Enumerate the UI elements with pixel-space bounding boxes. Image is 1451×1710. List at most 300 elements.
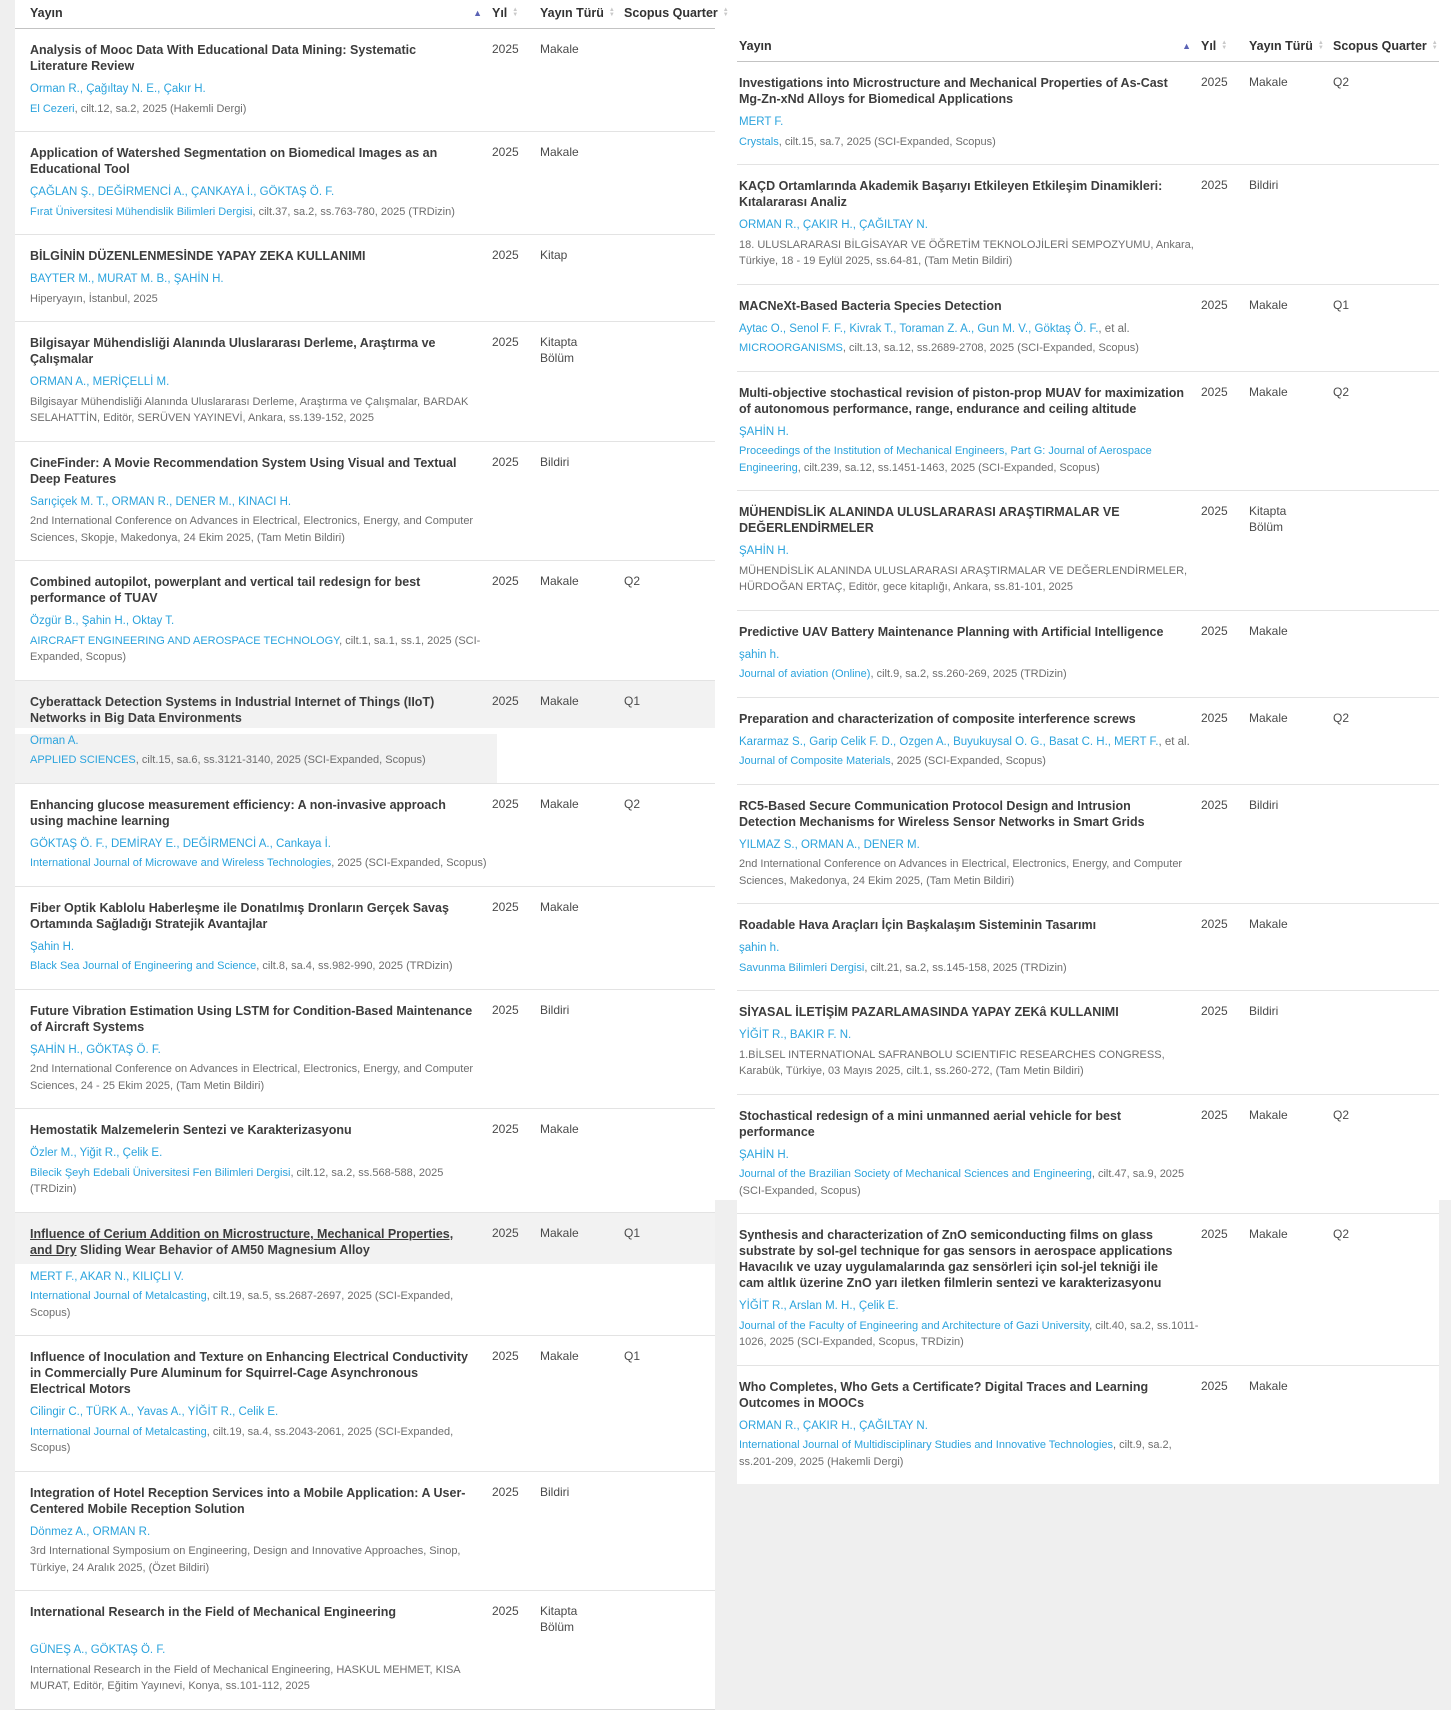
- publication-quarter: Q2: [1333, 75, 1350, 89]
- publication-row: [15, 131, 715, 234]
- publication-title-link[interactable]: KAÇD Ortamlarında Akademik Başarıyı Etkileyen Etkileşim Dinamikleri: Kıtalararası Analiz: [739, 179, 1163, 210]
- table-header: [737, 33, 1439, 62]
- publication-venue: [30, 1662, 491, 1695]
- publication-authors: [30, 837, 491, 853]
- publication-title-link[interactable]: Synthesis and characterization of ZnO semiconducting films on glass substrate by sol-gel technique for gas sensors in aerospace applications Havacılık ve uzay uygulamalarında gaz sensörleri için sol-jel tekniği ile cam altlık üzerine ZnO yarı iletken filmlerin sentezi ve karakterizasyonu: [739, 1228, 1173, 1291]
- author-links[interactable]: ORMAN A., MERİÇELLİ M.: [30, 376, 170, 389]
- author-links[interactable]: Özler M., Yiğit R., Çelik E.: [30, 1147, 163, 1160]
- publication-authors: [30, 1043, 491, 1059]
- publication-type: Makale: [540, 1349, 579, 1364]
- publication-title-link[interactable]: BİLGİNİN DÜZENLENMESİNDE YAPAY ZEKA KULLANIMI: [30, 249, 366, 264]
- publication-type: Makale: [1249, 1107, 1288, 1122]
- author-links[interactable]: Aytac O., Senol F. F., Kivrak T., Toraman Z. A., Gun M. V., Göktaş Ö. F.: [739, 322, 1099, 335]
- publication-row: [737, 784, 1439, 904]
- publication-quarter: Q2: [1333, 710, 1350, 725]
- publication-quarter: Q2: [624, 796, 641, 811]
- venue-details: International Research in the Field of Mechanical Engineering, HASKUL MEHMET, KISA MURAT, Editör, Eğitim Yayınevi, Konya, ss.101-112, 2025: [30, 1663, 461, 1693]
- venue-details: , cilt.8, sa.4, ss.982-990, 2025 (TRDizin): [256, 960, 453, 973]
- sort-icon[interactable]: ▲ ▼: [512, 6, 519, 18]
- journal-link[interactable]: Journal of the Brazilian Society of Mechanical Sciences and Engineering: [739, 1168, 1092, 1181]
- journal-link[interactable]: Black Sea Journal of Engineering and Science: [30, 960, 257, 973]
- publication-quarter: [1333, 797, 1433, 830]
- publication-row: [15, 886, 715, 989]
- column-header-type[interactable]: [1249, 39, 1323, 53]
- publication-row: [15, 441, 715, 561]
- publication-authors: [30, 1146, 491, 1162]
- publication-authors: [30, 1405, 491, 1421]
- publication-title-link[interactable]: SİYASAL İLETİŞİM PAZARLAMASINDA YAPAY ZEKâ KULLANIMI: [739, 1005, 1119, 1020]
- author-links[interactable]: ŞAHİN H., GÖKTAŞ Ö. F.: [30, 1043, 161, 1056]
- publication-row: [15, 1590, 715, 1709]
- publication-authors: [30, 272, 491, 288]
- author-links[interactable]: ORMAN R., ÇAKIR H., ÇAĞILTAY N.: [739, 219, 928, 232]
- publication-authors: [739, 1028, 1199, 1044]
- venue-details: 2nd International Conference on Advances in Electrical, Electronics, Energy, and Computer Sciences, Makedonya, 24 Ekim 2025, (Tam Metin Bildiri): [739, 858, 1183, 887]
- author-links[interactable]: ŞAHİN H.: [739, 425, 789, 438]
- venue-details: , cilt.13, sa.12, ss.2689-2708, 2025 (SCI-Expanded, Scopus): [842, 342, 1139, 355]
- journal-link[interactable]: AIRCRAFT ENGINEERING AND AEROSPACE TECHNOLOGY: [30, 634, 340, 647]
- publication-venue: [739, 443, 1199, 476]
- publication-year: 2025: [492, 899, 519, 914]
- venue-details: 2nd International Conference on Advances in Electrical, Electronics, Energy, and Computer Sciences, 24 - 25 Ekim 2025, (Tam Metin Bildiri): [30, 1063, 474, 1092]
- publication-venue: [30, 958, 491, 975]
- venue-details: 1.BİLSEL INTERNATIONAL SAFRANBOLU SCIENTIFIC RESEARCHES CONGRESS, Karabük, Türkiye, 03 Mayıs 2025, cilt.1, ss.260-272, (Tam Metin Bildiri): [739, 1048, 1165, 1078]
- publication-year: 2025: [1201, 917, 1228, 932]
- publication-type: Makale: [1249, 297, 1288, 312]
- venue-details: , cilt.12, sa.2, 2025 (Hakemli Dergi): [74, 102, 247, 115]
- publication-row: [15, 1471, 715, 1591]
- publication-year: 2025: [1201, 623, 1228, 638]
- publication-row: [737, 371, 1439, 491]
- publication-quarter: [1333, 623, 1433, 640]
- publication-type: Makale: [1249, 1378, 1288, 1393]
- column-label-quarter[interactable]: Scopus Quarter: [624, 6, 718, 20]
- publication-quarter: Q2: [1333, 1227, 1350, 1242]
- journal-link[interactable]: International Journal of Microwave and Wireless Technologies: [30, 857, 332, 870]
- publication-type: Makale: [1249, 384, 1288, 399]
- column-label-year[interactable]: Yıl: [492, 6, 508, 20]
- table-body: [737, 62, 1439, 1484]
- publication-row: [15, 783, 715, 886]
- publication-type: Makale: [1249, 623, 1288, 638]
- publication-year: 2025: [492, 1122, 519, 1137]
- publication-year: 2025: [492, 796, 519, 811]
- publication-row: [737, 490, 1439, 610]
- publication-year: 2025: [492, 248, 519, 263]
- table-header: [15, 0, 729, 29]
- journal-link[interactable]: Journal of the Faculty of Engineering and Architecture of Gazi University: [739, 1319, 1090, 1332]
- publication-venue: [30, 1165, 491, 1198]
- publications-page: [15, 0, 1451, 1693]
- publication-row: [15, 680, 715, 783]
- publication-year: 2025: [492, 1484, 519, 1499]
- publications-table-right: [737, 33, 1439, 1484]
- journal-link[interactable]: International Journal of Metalcasting: [30, 1425, 207, 1438]
- publication-title-link[interactable]: Who Completes, Who Gets a Certificate? Digital Traces and Learning Outcomes in MOOCs: [739, 1379, 1149, 1410]
- author-links[interactable]: YILMAZ S., ORMAN A., DENER M.: [739, 838, 920, 851]
- journal-link[interactable]: Journal of Composite Materials: [739, 755, 891, 768]
- publication-type: Makale: [540, 899, 579, 914]
- author-links[interactable]: ORMAN R., ÇAKIR H., ÇAĞILTAY N.: [739, 1419, 928, 1432]
- publication-type: Bildiri: [1249, 797, 1279, 812]
- venue-details: Hiperyayın, İstanbul, 2025: [30, 292, 158, 305]
- publication-type: Makale: [540, 693, 579, 708]
- publication-row: [15, 1108, 715, 1212]
- publication-authors: [739, 1148, 1199, 1164]
- publication-venue: [739, 134, 1199, 151]
- journal-link[interactable]: Savunma Bilimleri Dergisi: [739, 961, 865, 974]
- publication-type: Bildiri: [540, 454, 570, 469]
- publication-authors: [739, 941, 1199, 957]
- publication-year: 2025: [492, 1002, 519, 1017]
- author-links[interactable]: ÇAĞLAN Ş., DEĞİRMENCİ A., ÇANKAYA İ., GÖKTAŞ Ö. F.: [30, 186, 335, 199]
- column-label-quarter[interactable]: Scopus Quarter: [1333, 39, 1427, 53]
- publication-year: 2025: [1201, 504, 1228, 519]
- journal-link[interactable]: International Journal of Multidisciplinary Studies and Innovative Technologies: [739, 1439, 1114, 1452]
- publication-year: 2025: [1201, 1227, 1228, 1242]
- venue-details: 3rd International Symposium on Engineering, Design and Innovative Approaches, Sinop, Türkiye, 24 Aralık 2025, (Özet Bildiri): [30, 1545, 461, 1574]
- venue-details: , cilt.37, sa.2, ss.763-780, 2025 (TRDizin): [252, 205, 455, 218]
- venue-details: MÜHENDİSLİK ALANINDA ULUSLARARASI ARAŞTIRMALAR VE DEĞERLENDİRMELER, HÜRDOĞAN ERTAÇ, Editör, gece kitaplığı, Ankara, ss.81-101, 2025: [739, 564, 1188, 594]
- publication-quarter: Q1: [624, 1349, 641, 1364]
- publication-venue: [739, 1047, 1199, 1080]
- publication-venue: [30, 204, 491, 221]
- publication-type: Makale: [540, 145, 579, 160]
- publication-venue: [30, 1543, 491, 1576]
- author-links[interactable]: MERT F.: [739, 116, 784, 128]
- author-links[interactable]: BAYTER M., MURAT M. B., ŞAHİN H.: [30, 273, 224, 286]
- author-links[interactable]: MERT F., AKAR N., KILIÇLI V.: [30, 1270, 184, 1283]
- publication-authors: [739, 322, 1199, 338]
- publications-table-left: [15, 0, 729, 1710]
- venue-details: , 2025 (SCI-Expanded, Scopus): [331, 857, 487, 870]
- publication-type: Makale: [1249, 75, 1288, 89]
- publication-year: 2025: [492, 454, 519, 469]
- publication-year: 2025: [492, 1225, 519, 1240]
- publication-title-link[interactable]: Application of Watershed Segmentation on Biomedical Images as an Educational Tool: [30, 146, 438, 177]
- sort-icon[interactable]: ▲ ▼: [1317, 39, 1324, 51]
- journal-link[interactable]: Bilecik Şeyh Edebali Üniversitesi Fen Bilimleri Dergisi: [30, 1166, 291, 1179]
- publication-quarter: [624, 454, 709, 487]
- venue-details: Bilgisayar Mühendisliği Alanında Uluslararası Derleme, Araştırma ve Çalışmalar, BARDAK SELAHATTİN, Editör, SERÜVEN YAYINEVİ, Ankara, ss.139-152, 2025: [30, 395, 469, 425]
- author-links[interactable]: Şahin H.: [30, 940, 75, 953]
- publication-type: Makale: [540, 796, 579, 811]
- publication-row: [15, 1212, 715, 1336]
- publication-venue: [739, 340, 1199, 357]
- publication-year: 2025: [1201, 1107, 1228, 1122]
- publication-title-link[interactable]: Combined autopilot, powerplant and vertical tail redesign for best performance of TUAV: [30, 575, 421, 606]
- publication-quarter: [624, 1002, 709, 1035]
- author-links[interactable]: Özgür B., Şahin H., Oktay T.: [30, 615, 175, 628]
- column-header-publication[interactable]: [739, 39, 1191, 53]
- publication-title-link[interactable]: [30, 1226, 482, 1258]
- publication-year: 2025: [492, 1349, 519, 1364]
- publication-quarter: [624, 247, 709, 264]
- venue-details: , cilt.15, sa.7, 2025 (SCI-Expanded, Scopus): [778, 135, 996, 148]
- publication-authors: [739, 735, 1199, 751]
- publication-venue: [30, 1288, 491, 1321]
- publication-title-link[interactable]: Multi-objective stochastical revision of piston-prop MUAV for maximization of autonomous performance, range, endurance and ceiling altitude: [739, 385, 1184, 416]
- venue-details: , cilt.15, sa.6, ss.3121-3140, 2025 (SCI-Expanded, Scopus): [135, 754, 426, 767]
- publication-year: 2025: [492, 335, 519, 350]
- publication-type: Makale: [540, 574, 579, 589]
- column-label-year[interactable]: Yıl: [1201, 39, 1217, 53]
- publication-year: 2025: [1201, 797, 1228, 812]
- publication-type: Makale: [1249, 710, 1288, 725]
- publication-title-link[interactable]: CineFinder: A Movie Recommendation System Using Visual and Textual Deep Features: [30, 455, 457, 486]
- publication-quarter: [624, 144, 709, 177]
- publication-authors: [30, 1270, 491, 1286]
- publication-authors: [739, 1299, 1199, 1315]
- publication-row: [737, 903, 1439, 990]
- publication-title-link[interactable]: Stochastical redesign of a mini unmanned aerial vehicle for best performance: [739, 1108, 1122, 1139]
- venue-details: , 2025 (SCI-Expanded, Scopus): [890, 755, 1046, 768]
- publication-title-link[interactable]: RC5-Based Secure Communication Protocol Design and Intrusion Detection Mechanisms for Wireless Sensor Networks in Smart Grids: [739, 798, 1145, 829]
- publication-row: [737, 284, 1439, 371]
- sort-icon[interactable]: ▲ ▼: [1431, 39, 1438, 51]
- publication-title-link[interactable]: Preparation and characterization of composite interference screws: [739, 711, 1136, 726]
- publication-type: Bildiri: [540, 1484, 570, 1499]
- column-header-publication[interactable]: [30, 6, 482, 20]
- authors-et-al: , et al.: [1098, 322, 1130, 335]
- publication-quarter: Q2: [1333, 1107, 1350, 1122]
- journal-link[interactable]: Fırat Üniversitesi Mühendislik Bilimleri Dergisi: [30, 205, 253, 218]
- author-links[interactable]: ŞAHİN H.: [739, 1148, 789, 1161]
- publication-venue: [30, 1061, 491, 1094]
- publication-title-link[interactable]: Hemostatik Malzemelerin Sentezi ve Karakterizasyonu: [30, 1123, 352, 1138]
- author-links[interactable]: Kararmaz S., Garip Celik F. D., Ozgen A., Buyukuysal O. G., Basat C. H., MERT F.: [739, 735, 1159, 748]
- publication-quarter: Q2: [624, 574, 641, 589]
- journal-link[interactable]: El Cezeri: [30, 102, 75, 115]
- publication-authors: [739, 1419, 1199, 1435]
- column-label-type[interactable]: Yayın Türü: [1249, 39, 1313, 53]
- publication-title-link[interactable]: MÜHENDİSLİK ALANINDA ULUSLARARASI ARAŞTIRMALAR VE DEĞERLENDİRMELER: [739, 505, 1120, 536]
- publication-title-link[interactable]: Future Vibration Estimation Using LSTM for Condition-Based Maintenance of Aircraft Systems: [30, 1003, 473, 1034]
- journal-link[interactable]: Crystals: [739, 135, 779, 148]
- publication-year: 2025: [492, 693, 519, 708]
- venue-details: , cilt.19, sa.4, ss.2043-2061, 2025 (SCI-Expanded, Scopus): [30, 1425, 454, 1455]
- publication-type: Kitapta Bölüm: [1249, 504, 1287, 534]
- publication-type: Kitapta Bölüm: [540, 335, 578, 365]
- venue-details: , cilt.9, sa.2, ss.201-209, 2025 (Hakemli Dergi): [739, 1439, 1172, 1468]
- publication-year: 2025: [1201, 75, 1228, 89]
- publication-type: Makale: [1249, 917, 1288, 932]
- publication-title-link[interactable]: Influence of Inoculation and Texture on Enhancing Electrical Conductivity in Commercially Pure Aluminum for Squirrel-Cage Asynchronous Electrical Motors: [30, 1350, 469, 1397]
- publication-authors: [739, 838, 1199, 854]
- publication-quarter: [624, 334, 709, 367]
- journal-link[interactable]: International Journal of Metalcasting: [30, 1290, 207, 1303]
- author-links[interactable]: şahin h.: [739, 648, 780, 661]
- publication-row: [15, 560, 715, 680]
- publication-type: Makale: [540, 1225, 579, 1240]
- author-links[interactable]: GÜNEŞ A., GÖKTAŞ Ö. F.: [30, 1644, 166, 1657]
- publication-authors: [30, 495, 491, 511]
- column-header-quarter[interactable]: [1333, 39, 1438, 53]
- author-links[interactable]: ŞAHİN H.: [739, 545, 789, 558]
- journal-link[interactable]: Journal of aviation (Online): [739, 668, 871, 681]
- journal-link[interactable]: Proceedings of the Institution of Mechanical Engineers, Part G: Journal of Aerospace Engineering: [739, 445, 1152, 474]
- venue-details: , cilt.1, sa.1, ss.1, 2025 (SCI-Expanded, Scopus): [30, 634, 481, 664]
- publication-year: 2025: [1201, 1004, 1228, 1019]
- publication-title-link[interactable]: Bilgisayar Mühendisliği Alanında Uluslararası Derleme, Araştırma ve Çalışmalar: [30, 336, 436, 367]
- author-links[interactable]: Dönmez A., ORMAN R.: [30, 1525, 151, 1538]
- publication-quarter: [624, 1484, 709, 1517]
- column-label-publication[interactable]: Yayın: [30, 6, 63, 20]
- publication-authors: [30, 1525, 491, 1541]
- sort-icon[interactable]: ▲ ▼: [1221, 39, 1228, 51]
- publication-authors: [739, 648, 1199, 664]
- publication-row: [15, 234, 715, 321]
- publication-venue: [30, 1424, 491, 1457]
- publication-row: [737, 610, 1439, 697]
- publication-row: [15, 1335, 715, 1471]
- publication-venue: [739, 666, 1199, 683]
- sort-ascending-icon[interactable]: ▲: [1182, 40, 1191, 51]
- publication-authors: [739, 218, 1199, 234]
- venue-details: , cilt.21, sa.2, ss.145-158, 2025 (TRDizin): [864, 961, 1067, 974]
- publication-venue: [739, 753, 1199, 770]
- publication-row: [737, 1365, 1439, 1485]
- journal-link[interactable]: APPLIED SCIENCES: [30, 754, 136, 767]
- publication-authors: [30, 940, 491, 956]
- publication-quarter: [624, 41, 709, 74]
- publication-year: 2025: [492, 42, 519, 56]
- publication-quarter: Q1: [624, 1225, 641, 1240]
- column-label-publication[interactable]: Yayın: [739, 39, 772, 53]
- publication-title-link[interactable]: MACNeXt-Based Bacteria Species Detection: [739, 298, 1002, 313]
- publication-title-link[interactable]: Predictive UAV Battery Maintenance Planning with Artificial Intelligence: [739, 624, 1164, 639]
- publication-year: 2025: [1201, 710, 1228, 725]
- publication-venue: [30, 513, 491, 546]
- publication-quarter: [624, 1121, 709, 1138]
- authors-et-al: , et al.: [1158, 735, 1190, 748]
- publication-venue: [739, 563, 1199, 596]
- column-header-year[interactable]: [1201, 39, 1239, 53]
- publication-venue: [30, 101, 491, 118]
- publication-authors: [30, 1643, 491, 1659]
- publication-title-link[interactable]: Roadable Hava Araçları İçin Başkalaşım Sisteminin Tasarımı: [739, 918, 1097, 933]
- publication-quarter: [1333, 916, 1433, 933]
- author-links[interactable]: şahin h.: [739, 942, 780, 955]
- publication-row: [737, 1213, 1439, 1365]
- column-header-year[interactable]: [492, 6, 530, 20]
- column-header-quarter[interactable]: [624, 6, 729, 20]
- publication-quarter: [1333, 503, 1433, 536]
- publication-row: [737, 62, 1439, 164]
- publication-authors: [30, 82, 491, 98]
- venue-details: 18. ULUSLARARASI BİLGİSAYAR VE ÖĞRETİM TEKNOLOJİLERİ SEMPOZYUMU, Ankara, Türkiye, 18 - 19 Eylül 2025, ss.64-81, (Tam Metin Bildiri): [739, 238, 1194, 268]
- publication-type: Bildiri: [540, 1002, 570, 1017]
- publication-type: Kitapta Bölüm: [540, 1604, 578, 1634]
- publication-type: Bildiri: [1249, 1004, 1279, 1019]
- publication-quarter: [1333, 1378, 1433, 1411]
- publication-quarter: [1333, 177, 1433, 210]
- publication-venue: [739, 960, 1199, 977]
- publication-title-link[interactable]: Integration of Hotel Reception Services into a Mobile Application: A User-Centered Mobile Reception Solution: [30, 1485, 466, 1516]
- publication-authors: [739, 544, 1199, 560]
- publication-venue: [739, 1437, 1199, 1470]
- publication-title-link[interactable]: Cyberattack Detection Systems in Industrial Internet of Things (IIoT) Networks in Big Data Environments: [30, 694, 435, 725]
- publication-type: Kitap: [540, 248, 568, 263]
- publication-row: [737, 697, 1439, 784]
- publication-quarter: Q1: [1333, 297, 1350, 312]
- publication-type: Bildiri: [1249, 178, 1279, 193]
- publication-type: Makale: [1249, 1227, 1288, 1242]
- sort-ascending-icon[interactable]: ▲: [473, 7, 482, 18]
- venue-details: , cilt.9, sa.2, ss.260-269, 2025 (TRDizin): [870, 668, 1067, 681]
- publication-year: 2025: [492, 574, 519, 589]
- publication-venue: [30, 633, 491, 666]
- column-label-type[interactable]: Yayın Türü: [540, 6, 604, 20]
- publication-row: [15, 989, 715, 1109]
- publication-authors: [30, 185, 491, 201]
- publication-year: 2025: [1201, 297, 1228, 312]
- sort-icon[interactable]: ▲ ▼: [608, 6, 615, 18]
- venue-details: 2nd International Conference on Advances in Electrical, Electronics, Energy, and Computer Sciences, Skopje, Makedonya, 24 Ekim 2025, (Tam Metin Bildiri): [30, 515, 474, 544]
- venue-details: , cilt.47, sa.9, 2025 (SCI-Expanded, Scopus): [739, 1168, 1185, 1197]
- column-header-type[interactable]: [540, 6, 614, 20]
- publication-venue: [739, 1166, 1199, 1199]
- publication-year: 2025: [1201, 384, 1228, 399]
- title-part-underlined[interactable]: Influence of Cerium Addition on Microstructure, Mechanical Properties, and Dry: [30, 1226, 454, 1257]
- publication-year: 2025: [492, 145, 519, 160]
- publication-venue: [30, 291, 491, 308]
- publication-authors: [739, 425, 1199, 441]
- publication-venue: [739, 856, 1199, 889]
- publication-row: [15, 321, 715, 441]
- publication-quarter: [624, 1603, 709, 1635]
- publication-venue: [739, 1318, 1199, 1351]
- publication-venue: [30, 394, 491, 427]
- publication-authors: [30, 734, 491, 750]
- publication-year: 2025: [1201, 1378, 1228, 1393]
- publication-type: Makale: [540, 1122, 579, 1137]
- publication-year: 2025: [1201, 178, 1228, 193]
- author-links[interactable]: Orman R., Çağıltay N. E., Çakır H.: [30, 83, 206, 95]
- title-part[interactable]: Sliding Wear Behavior of AM50 Magnesium Alloy: [76, 1242, 370, 1257]
- publication-venue: [30, 855, 491, 872]
- publication-title-link[interactable]: International Research in the Field of Mechanical Engineering: [30, 1605, 397, 1620]
- publication-quarter: [1333, 1003, 1433, 1020]
- publication-title-link[interactable]: Investigations into Microstructure and Mechanical Properties of As-Cast Mg-Zn-xNd Alloys for Biomedical Applications: [739, 76, 1168, 106]
- publication-authors: [739, 115, 1199, 131]
- publication-row: [737, 164, 1439, 284]
- publication-title-link[interactable]: Fiber Optik Kablolu Haberleşme ile Donatılmış Dronların Gerçek Savaş Ortamında Sağladığı Stratejik Avantajlar: [30, 900, 449, 931]
- publication-year: 2025: [492, 1604, 519, 1619]
- author-links[interactable]: Sarıçiçek M. T., ORMAN R., DENER M., KINACI H.: [30, 495, 292, 508]
- table-body: [15, 29, 715, 1710]
- publication-title-link[interactable]: Enhancing glucose measurement efficiency: A non-invasive approach using machine learning: [30, 797, 446, 828]
- venue-details: , cilt.19, sa.5, ss.2687-2697, 2025 (SCI-Expanded, Scopus): [30, 1290, 454, 1319]
- publication-venue: [739, 237, 1199, 270]
- publication-row: [737, 990, 1439, 1094]
- publication-row: [15, 29, 715, 131]
- publication-quarter: Q2: [1333, 384, 1350, 399]
- journal-link[interactable]: MICROORGANISMS: [739, 342, 843, 355]
- author-links[interactable]: YİĞİT R., Arslan M. H., Çelik E.: [739, 1300, 899, 1313]
- venue-details: , cilt.239, sa.12, ss.1451-1463, 2025 (SCI-Expanded, Scopus): [797, 461, 1100, 474]
- author-links[interactable]: Cilingir C., TÜRK A., Yavas A., YİĞİT R., Celik E.: [30, 1406, 279, 1419]
- publication-quarter: [624, 899, 709, 932]
- publication-type: Makale: [540, 42, 579, 56]
- author-links[interactable]: Orman A.: [30, 734, 79, 747]
- publication-venue: [30, 752, 491, 769]
- sort-icon[interactable]: ▲ ▼: [722, 6, 729, 18]
- author-links[interactable]: YİĞİT R., BAKIR F. N.: [739, 1029, 852, 1042]
- publication-title-link[interactable]: Analysis of Mooc Data With Educational Data Mining: Systematic Literature Review: [30, 43, 417, 73]
- venue-details: , cilt.12, sa.2, ss.568-588, 2025 (TRDizin): [30, 1166, 444, 1196]
- author-links[interactable]: GÖKTAŞ Ö. F., DEMİRAY E., DEĞİRMENCİ A., Cankaya İ.: [30, 837, 331, 850]
